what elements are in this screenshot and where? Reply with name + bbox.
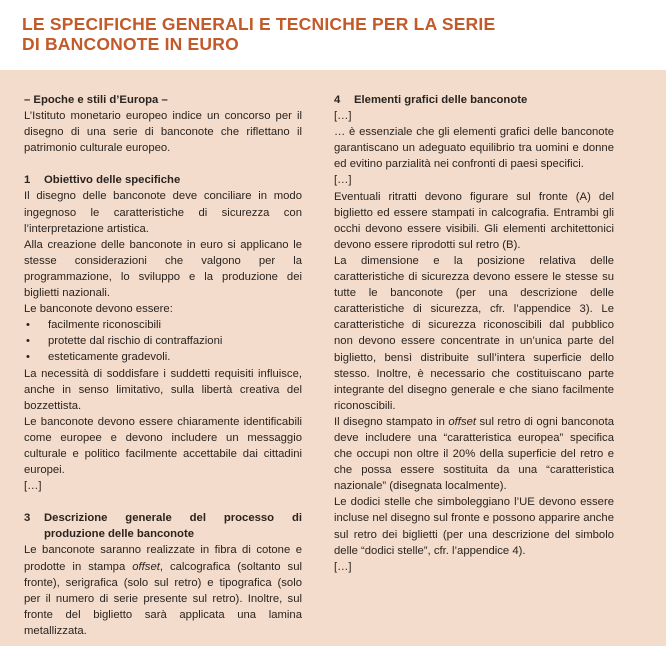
section-4-text-emphasis: offset	[448, 415, 477, 428]
section-1-paragraph-5: Le banconote devono essere chiaramente identificabili come europee e devono includere un messaggio culturale e politico facilmente accettabile dai cittadini europei.	[24, 415, 302, 477]
section-4-heading	[334, 92, 614, 108]
list-item: • esteticamente gradevoli.	[24, 349, 302, 365]
section-1-paragraph-4: La necessità di soddisfare i suddetti requisiti influisce, anche in senso limitativo, sulla libertà creativa del bozzettista.	[24, 367, 302, 412]
section-4-paragraph-2: Eventuali ritratti devono figurare sul fronte (A) del biglietto ed essere stampati in calcografia. Entrambi gli occhi devono essere visibili. Gli elementi architettonici devono essere riprodotti sul retro (B).	[334, 190, 614, 251]
title-line-1: LE SPECIFICHE GENERALI E TECNICHE PER LA SERIE	[22, 14, 496, 34]
intro-paragraph: L’Istituto monetario europeo indice un concorso per il disegno di una serie di banconote che riflettano il patrimonio culturale europeo.	[24, 110, 302, 155]
section-4-title: Elementi grafici delle banconote	[354, 94, 528, 106]
content-panel	[0, 70, 666, 646]
section-4-text-b: sul retro di ogni banconota deve includere una “caratteristica europea” specifica che occupi non oltre il 20% della superficie del retro e che possa essere sostituita da una “caratteristica nazionale” (disegnata localmente).	[334, 415, 614, 493]
section-3-number: 3	[24, 512, 31, 525]
section-1-number: 1	[24, 174, 31, 187]
section-4-paragraph-5: Le dodici stelle che simboleggiano l’UE devono essere incluse nel disegno sul fronte e possono apparire anche sul retro dei biglietti (per una descrizione del simbolo delle “dodici stelle”, cfr. l’appendice 4).	[334, 496, 614, 557]
section-1-paragraph-1: Il disegno delle banconote deve conciliare in modo ingegnoso le caratteristiche di sicurezza con l’interpretazione artistica.	[24, 190, 302, 235]
section-3-heading	[24, 510, 302, 542]
section-1-ellipsis: […]	[24, 480, 42, 493]
section-3-text-emphasis: offset	[132, 560, 160, 573]
list-item: • facilmente riconoscibili	[24, 317, 302, 333]
section-4-ellipsis-2: […]	[334, 174, 352, 187]
section-1-heading	[24, 172, 302, 188]
section-1-paragraph-3: Le banconote devono essere:	[24, 303, 173, 316]
section-1-title: Obiettivo delle specifiche	[44, 174, 181, 187]
left-column	[24, 92, 302, 639]
section-4-paragraph-3: La dimensione e la posizione relativa delle caratteristiche di sicurezza devono essere le stesse su tutte le banconote (per una descrizione delle caratteristiche di sicurezza, cfr. l’appendice 3). Le caratteristiche di sicurezza riconoscibili dal pubblico non devono essere concentrate in un’unica parte del biglietto, bensì distribuite sull’intera superficie dello stesso. Inoltre, è necessario che costituiscano parte integrante del disegno generale e che siano facilmente riconoscibili.	[334, 254, 614, 412]
intro-heading: – Epoche e stili d’Europa –	[24, 94, 168, 106]
section-4-number: 4	[334, 94, 341, 106]
section-4-ellipsis-3: […]	[334, 560, 352, 573]
section-3-text-a: Le banconote saranno realizzate in fibra di cotone e prodotte in stampa	[24, 544, 302, 573]
section-4-ellipsis-1: […]	[334, 110, 352, 123]
section-4-paragraph-1: … è essenziale che gli elementi grafici delle banconote garantiscano un adeguato equilibrio tra uomini e donne ed evitino parzialità nei confronti di paesi specifici.	[334, 126, 614, 171]
section-3-text-b: , calcografica (soltanto sul fronte), serigrafica (solo sul retro) e tipografica (solo per il numero di serie presente sul retro). Inoltre, sul fronte del biglietto sarà applicata una lamina metallizzata.	[24, 560, 302, 637]
section-1-paragraph-2: Alla creazione delle banconote in euro si applicano le stesse considerazioni che valgono per la programmazione, lo sviluppo e la produzione dei biglietti nazionali.	[24, 238, 302, 300]
requirements-list	[24, 317, 302, 365]
header	[0, 0, 666, 70]
section-3-title: Descrizione generale del processo di produzione delle banconote	[44, 512, 302, 541]
section-3-paragraph	[24, 542, 302, 639]
page-title	[22, 14, 642, 54]
title-line-2: DI BANCONOTE IN EURO	[22, 34, 239, 54]
section-4-paragraph-4	[334, 414, 614, 494]
section-4-text-a: Il disegno stampato in	[334, 415, 449, 428]
right-column	[334, 92, 614, 575]
list-item: • protette dal rischio di contraffazioni	[24, 333, 302, 349]
